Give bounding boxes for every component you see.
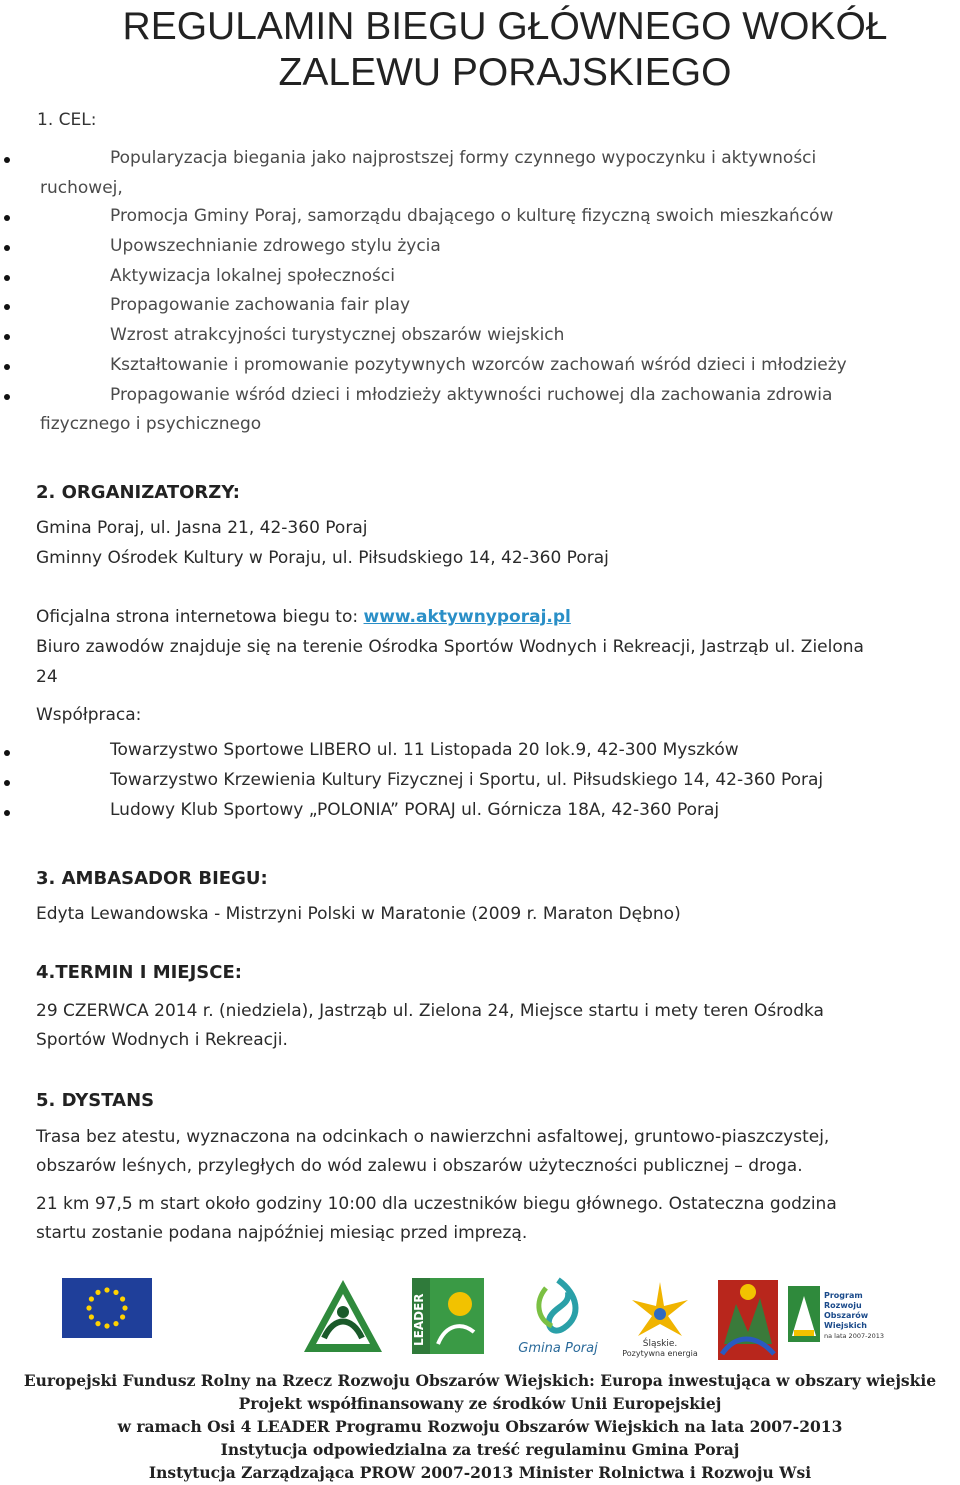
section-ambasador-heading: 3. AMBASADOR BIEGU:: [36, 868, 268, 889]
slaskie-logo-icon: [620, 1276, 700, 1358]
termin-text: 29 CZERWCA 2014 r. (niedziela), Jastrząb ul. Zielona 24, Miejsce startu i mety teren Ośrodka: [36, 1001, 824, 1021]
cel-item-8: Propagowanie wśród dzieci i młodzieży aktywności ruchowej dla zachowania zdrowia: [110, 385, 833, 405]
local-action-group-logo-icon: [300, 1276, 386, 1356]
footer-line-1: Europejski Fundusz Rolny na Rzecz Rozwoju Obszarów Wiejskich: Europa inwestująca w obszary wiejskie: [23, 1371, 937, 1390]
partner-item-1: Towarzystwo Sportowe LIBERO ul. 11 Listopada 20 lok.9, 42-300 Myszków: [110, 740, 739, 760]
website-prefix: Oficjalna strona internetowa biegu to:: [36, 607, 364, 627]
bullet-icon: [4, 304, 10, 310]
cel-item-5: Propagowanie zachowania fair play: [110, 295, 411, 315]
bullet-icon: [4, 394, 10, 400]
cel-item-7: Kształtowanie i promowanie pozytywnych wzorców zachowań wśród dzieci i młodzieży: [110, 355, 847, 375]
eu-flag-icon: [62, 1278, 152, 1338]
organizer-gok: Gminny Ośrodek Kultury w Poraju, ul. Piłsudskiego 14, 42-360 Poraj: [36, 548, 609, 568]
prow-text-4: Wiejskich: [824, 1321, 867, 1330]
dystans-route-cont: obszarów leśnych, przyległych do wód zalewu i obszarów użyteczności publicznej – droga.: [36, 1156, 803, 1176]
dystans-distance: 21 km 97,5 m start około godziny 10:00 dla uczestników biegu głównego. Ostateczna godzina: [36, 1194, 837, 1214]
office-info-cont: 24: [36, 667, 58, 687]
bullet-icon: [4, 780, 10, 786]
cel-item-2: Promocja Gminy Poraj, samorządu dbającego o kulturę fizyczną swoich mieszkańców: [110, 206, 834, 226]
prow-text-1: Program: [824, 1291, 863, 1300]
prow-logo-icon: [788, 1286, 884, 1356]
section-cel-heading: 1. CEL:: [37, 110, 97, 130]
footer-line-5: Instytucja Zarządzająca PROW 2007-2013 Minister Rolnictwa i Rozwoju Wsi: [148, 1463, 812, 1482]
bullet-icon: [4, 334, 10, 340]
website-link[interactable]: www.aktywnyporaj.pl: [363, 607, 571, 627]
office-info: Biuro zawodów znajduje się na terenie Ośrodka Sportów Wodnych i Rekreacji, Jastrząb ul. Zielona: [36, 637, 864, 657]
page-title-line1: REGULAMIN BIEGU GŁÓWNEGO WOKÓŁ: [122, 5, 888, 48]
footer-line-2: Projekt współfinansowany ze środków Unii Europejskiej: [238, 1394, 722, 1413]
bullet-icon: [4, 157, 10, 163]
footer-line-3: w ramach Osi 4 LEADER Programu Rozwoju Obszarów Wiejskich na lata 2007-2013: [117, 1417, 843, 1436]
section-organizatorzy-heading: 2. ORGANIZATORZY:: [36, 482, 241, 503]
bullet-icon: [4, 275, 10, 281]
cel-item-1-cont: ruchowej,: [40, 178, 123, 198]
dystans-route: Trasa bez atestu, wyznaczona na odcinkach o nawierzchni asfaltowej, gruntowo-piaszczystej,: [36, 1127, 830, 1147]
cel-item-3: Upowszechnianie zdrowego stylu życia: [110, 236, 441, 256]
cel-item-8-cont: fizycznego i psychicznego: [40, 414, 262, 434]
cooperation-label: Współpraca:: [36, 705, 142, 725]
bullet-icon: [4, 215, 10, 221]
ambasador-text: Edyta Lewandowska - Mistrzyni Polski w Maratonie (2009 r. Maraton Dębno): [36, 904, 681, 924]
partner-item-2: Towarzystwo Krzewienia Kultury Fizycznej i Sportu, ul. Piłsudskiego 14, 42-360 Poraj: [110, 770, 824, 790]
partner-emblem-icon: [716, 1274, 780, 1364]
sponsor-logos: [0, 1270, 960, 1370]
bullet-icon: [4, 810, 10, 816]
page-title-line2: ZALEWU PORAJSKIEGO: [278, 51, 732, 94]
partner-item-3: Ludowy Klub Sportowy „POLONIA” PORAJ ul. Górnicza 18A, 42-360 Poraj: [110, 800, 720, 820]
organizer-gmina: Gmina Poraj, ul. Jasna 21, 42-360 Poraj: [36, 518, 368, 538]
gmina-poraj-logo-text: Gmina Poraj: [518, 1341, 598, 1356]
slaskie-logo-text: Śląskie.: [642, 1339, 678, 1349]
termin-text-cont: Sportów Wodnych i Rekreacji.: [36, 1030, 288, 1050]
leader-logo-icon: [412, 1278, 484, 1354]
footer-line-4: Instytucja odpowiedzialna za treść regulaminu Gmina Poraj: [220, 1440, 740, 1459]
gmina-poraj-logo-icon: [508, 1274, 608, 1360]
website-line: [36, 607, 571, 627]
prow-text-5: na lata 2007-2013: [824, 1332, 884, 1340]
prow-text-3: Obszarów: [824, 1311, 869, 1320]
prow-text-2: Rozwoju: [824, 1301, 862, 1310]
cel-item-1: Popularyzacja biegania jako najprostszej formy czynnego wypoczynku i aktywności: [110, 148, 817, 168]
bullet-icon: [4, 245, 10, 251]
cel-item-6: Wzrost atrakcyjności turystycznej obszarów wiejskich: [110, 325, 565, 345]
bullet-icon: [4, 750, 10, 756]
bullet-icon: [4, 364, 10, 370]
cel-item-4: Aktywizacja lokalnej społeczności: [110, 266, 395, 286]
leader-logo-text: LEADER: [412, 1293, 426, 1346]
dystans-distance-cont: startu zostanie podana najpóźniej miesiąc przed imprezą.: [36, 1223, 528, 1243]
section-dystans-heading: 5. DYSTANS: [36, 1090, 155, 1111]
slaskie-logo-subtext: Pozytywna energia: [622, 1349, 698, 1358]
section-termin-heading: 4.TERMIN I MIEJSCE:: [36, 962, 242, 983]
